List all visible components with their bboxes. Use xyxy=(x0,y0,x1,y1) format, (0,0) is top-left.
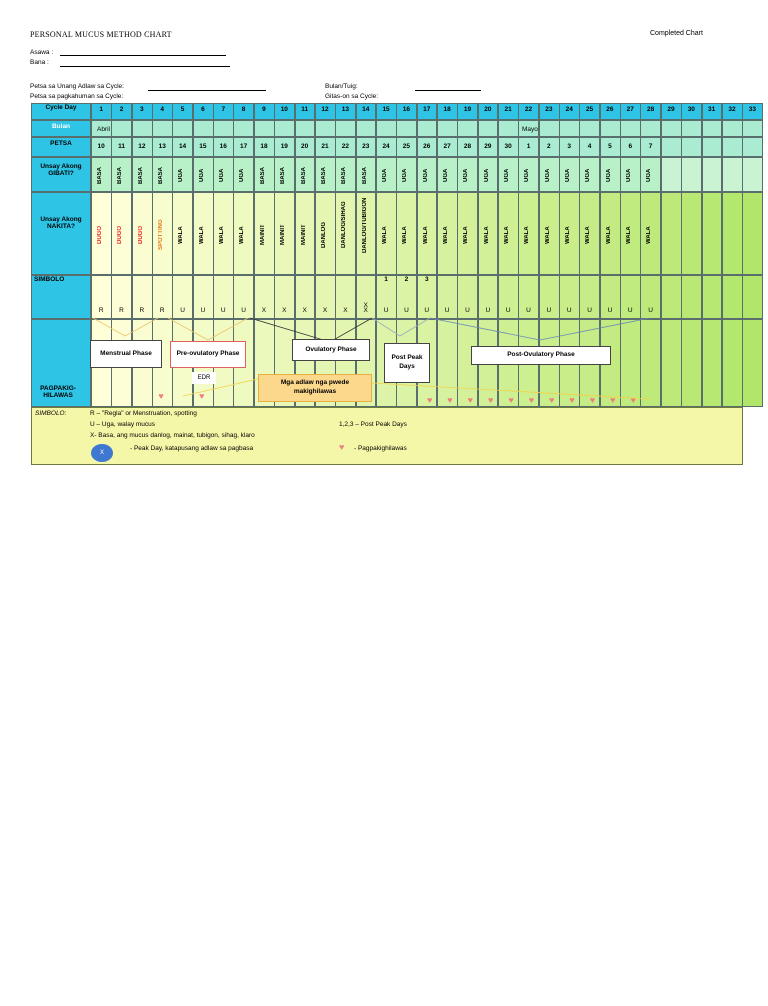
petsa-4: 13 xyxy=(158,143,166,150)
cycle-day-20: 20 xyxy=(484,106,492,113)
nakita-22: WALA xyxy=(524,226,531,244)
cycle-day-17: 17 xyxy=(423,106,431,113)
petsa-27: 6 xyxy=(628,143,633,150)
nakita-25: WALA xyxy=(585,226,592,244)
simbolo-2: R xyxy=(119,307,124,314)
legend-title: SIMBOLO: xyxy=(35,410,67,417)
gibati-4: BASA xyxy=(158,166,165,184)
heart-icon: ♥ xyxy=(630,395,636,405)
petsa-10: 19 xyxy=(280,143,288,150)
petsa-15: 24 xyxy=(382,143,390,150)
heart-icon: ♥ xyxy=(339,442,345,452)
cycle-day-14: 14 xyxy=(362,106,370,113)
cycle-day-18: 18 xyxy=(443,106,451,113)
peak-day-x: X xyxy=(363,302,368,309)
simbolo-14: X xyxy=(363,307,368,314)
gibati-20: UGA xyxy=(483,168,490,182)
nakita-23: WALA xyxy=(544,226,551,244)
cycle-day-27: 27 xyxy=(626,106,634,113)
peak-day-marker-icon: X xyxy=(91,444,113,462)
fertile-days-box: Mga adlaw nga pwede makighilawas xyxy=(258,374,372,402)
nakita-13: DANLOG/SIHAG xyxy=(341,201,348,249)
petsa-9: 18 xyxy=(260,143,268,150)
simbolo-12: X xyxy=(322,307,328,314)
cycle-day-29: 29 xyxy=(667,106,675,113)
heart-icon: ♥ xyxy=(549,395,555,405)
simbolo-9: X xyxy=(261,307,267,314)
gibati-27: UGA xyxy=(626,168,633,182)
petsa-26: 5 xyxy=(608,143,612,150)
cycle-day-8: 8 xyxy=(241,106,246,113)
gibati-1: BASA xyxy=(97,166,103,184)
nakita-16: WALA xyxy=(402,226,409,244)
simbolo-17: U xyxy=(424,307,430,314)
nakita-18: WALA xyxy=(442,226,449,244)
post-peak-number-3: 3 xyxy=(424,276,429,283)
heart-icon: ♥ xyxy=(158,391,164,401)
nakita-5: WALA xyxy=(178,226,185,244)
heart-icon: ♥ xyxy=(199,391,205,401)
row-label-simbolo: SIMBOLO xyxy=(34,276,65,283)
gibati-26: UGA xyxy=(605,168,612,182)
row-label-cycle-day: Cycle Day xyxy=(45,104,77,111)
petsa-8: 17 xyxy=(239,143,248,150)
simbolo-26: U xyxy=(607,307,613,314)
nakita-19: WALA xyxy=(463,226,470,244)
nakita-28: WALA xyxy=(646,226,653,244)
gibati-18: UGA xyxy=(442,168,449,182)
phase-pre-ovulatory: Pre-ovulatory Phase xyxy=(170,341,246,368)
gibati-24: UGA xyxy=(565,168,572,182)
gibati-22: UGA xyxy=(524,168,531,182)
nakita-11: MAINIT xyxy=(300,224,307,246)
cycle-day-2: 2 xyxy=(119,106,124,113)
fertile-line-right xyxy=(372,383,650,399)
phase-post-peak: Post Peak Days xyxy=(384,343,430,383)
nakita-9: MAINIT xyxy=(259,224,266,246)
heart-icon: ♥ xyxy=(467,395,473,405)
petsa-7: 16 xyxy=(219,143,227,150)
cycle-day-16: 16 xyxy=(402,106,411,113)
menstrual-bracket xyxy=(93,318,158,336)
heart-icon: ♥ xyxy=(447,395,453,405)
simbolo-3: R xyxy=(139,307,145,314)
legend-post-peak: 1,2,3 – Post Peak Days xyxy=(339,421,407,428)
heart-icon: ♥ xyxy=(589,395,596,405)
gibati-8: UGA xyxy=(239,168,246,182)
heart-icon: ♥ xyxy=(528,395,535,405)
petsa-14: 23 xyxy=(362,143,370,150)
gibati-16: UGA xyxy=(402,168,409,182)
simbolo-27: U xyxy=(627,307,633,314)
petsa-13: 22 xyxy=(341,143,349,150)
gibati-13: BASA xyxy=(341,166,348,184)
cycle-day-25: 25 xyxy=(585,106,594,113)
cycle-day-26: 26 xyxy=(606,106,614,113)
simbolo-19: U xyxy=(465,307,470,314)
heart-icon: ♥ xyxy=(426,395,433,405)
phase-menstrual: Menstrual Phase xyxy=(90,340,162,368)
heart-icon: ♥ xyxy=(508,395,514,405)
nakita-14: DANLOG/TUBIGON xyxy=(361,197,368,253)
legend-heart: - Pagpakighilawas xyxy=(354,445,407,452)
petsa-pagkahuman-label: Petsa sa pagkahuman sa Cycle: xyxy=(30,93,124,100)
cycle-day-4: 4 xyxy=(160,106,165,113)
simbolo-13: X xyxy=(343,307,348,314)
simbolo-28: U xyxy=(648,307,653,314)
cycle-day-31: 31 xyxy=(708,106,716,113)
nakita-26: WALA xyxy=(605,226,612,244)
nakita-15: WALA xyxy=(381,226,388,244)
petsa-24: 3 xyxy=(567,143,572,150)
simbolo-10: X xyxy=(282,307,287,314)
gibati-9: BASA xyxy=(259,166,266,184)
petsa-22: 1 xyxy=(526,143,531,150)
cycle-day-24: 24 xyxy=(565,106,573,113)
legend-x: X- Basa, ang mucus danlog, mainat, tubigon, sihag, klaro xyxy=(90,432,255,439)
simbolo-5: U xyxy=(180,307,185,314)
nakita-21: WALA xyxy=(504,226,510,244)
petsa-5: 14 xyxy=(178,143,187,150)
cycle-day-3: 3 xyxy=(140,106,144,113)
petsa-25: 4 xyxy=(587,143,592,150)
simbolo-1: R xyxy=(98,307,104,314)
nakita-17: WALA xyxy=(422,226,429,244)
nakita-6: WALA xyxy=(198,226,205,244)
cycle-day-1: 1 xyxy=(99,106,103,113)
nakita-1: DUGO xyxy=(97,226,103,244)
gibati-14: BASA xyxy=(361,166,368,184)
petsa-6: 15 xyxy=(199,143,207,150)
gibati-3: BASA xyxy=(137,166,144,184)
row-label-nakita: Unsay Akong NAKITA? xyxy=(40,216,82,230)
gibati-7: UGA xyxy=(219,168,226,182)
post-peak-number-1: 1 xyxy=(384,276,388,283)
simbolo-21: U xyxy=(505,307,511,314)
bulan-tuig-label: Bulan/Tuig: xyxy=(325,83,358,90)
simbolo-18: U xyxy=(444,307,450,314)
row-label-petsa: PETSA xyxy=(50,140,72,147)
legend-u: U – Uga, walay mucus xyxy=(90,421,156,428)
phase-edr: EDR xyxy=(192,372,216,384)
cycle-day-33: 33 xyxy=(748,106,756,113)
cycle-day-11: 11 xyxy=(301,106,309,113)
gibati-25: UGA xyxy=(585,168,592,182)
gibati-2: BASA xyxy=(117,166,124,184)
phase-post-ovulatory: Post-Ovulatory Phase xyxy=(471,346,611,365)
nakita-8: WALA xyxy=(239,226,246,244)
cycle-day-22: 22 xyxy=(524,106,533,113)
status-label: Completed Chart xyxy=(650,30,703,37)
nakita-10: MAINIT xyxy=(280,224,287,246)
cycle-day-19: 19 xyxy=(463,106,472,113)
petsa-unang-label: Petsa sa Unang Adlaw sa Cycle: xyxy=(30,83,124,90)
cycle-day-10: 10 xyxy=(280,106,288,113)
post-peak-number-2: 2 xyxy=(404,276,409,283)
gitas-label: Gitas-on sa Cycle: xyxy=(325,93,379,100)
gibati-21: UGA xyxy=(504,168,510,182)
chart-title: PERSONAL MUCUS METHOD CHART xyxy=(30,30,172,39)
simbolo-16: U xyxy=(404,307,409,314)
nakita-12: DANLOG xyxy=(320,222,327,248)
gibati-12: BASA xyxy=(320,166,327,184)
cycle-day-30: 30 xyxy=(687,106,695,113)
petsa-11: 20 xyxy=(301,143,309,150)
simbolo-23: U xyxy=(546,307,552,314)
nakita-7: WALA xyxy=(219,226,226,244)
simbolo-24: U xyxy=(566,307,572,314)
simbolo-7: U xyxy=(220,307,226,314)
legend-peak: - Peak Day, katapusang adlaw sa pagbasa xyxy=(130,445,254,452)
petsa-2: 11 xyxy=(118,143,125,150)
nakita-2: DUGO xyxy=(117,226,124,244)
simbolo-15: U xyxy=(383,307,389,314)
nakita-27: WALA xyxy=(626,226,633,244)
cycle-day-9: 9 xyxy=(262,106,266,113)
gibati-11: BASA xyxy=(300,166,307,184)
cycle-day-6: 6 xyxy=(201,106,205,113)
gibati-15: UGA xyxy=(381,168,388,182)
row-label-pagpakighilawas: PAGPAKIG-HILAWAS xyxy=(40,385,76,399)
petsa-19: 28 xyxy=(463,143,472,150)
cycle-day-23: 23 xyxy=(545,106,553,113)
cycle-day-21: 21 xyxy=(504,106,512,113)
simbolo-6: U xyxy=(200,307,206,314)
cycle-day-28: 28 xyxy=(646,106,655,113)
cycle-day-15: 15 xyxy=(382,106,390,113)
petsa-18: 27 xyxy=(443,143,451,150)
heart-icon: ♥ xyxy=(488,395,494,405)
nakita-24: WALA xyxy=(565,226,572,244)
cycle-day-32: 32 xyxy=(728,106,736,113)
petsa-1: 10 xyxy=(97,143,105,150)
postovulatory-bracket xyxy=(430,318,650,340)
petsa-28: 7 xyxy=(648,143,653,150)
cycle-day-7: 7 xyxy=(221,106,226,113)
nakita-3: DUGO xyxy=(137,226,144,244)
gibati-17: UGA xyxy=(422,168,429,182)
petsa-23: 2 xyxy=(547,143,551,150)
gibati-6: UGA xyxy=(198,168,205,182)
bana-label: Bana : xyxy=(30,59,49,66)
preovulatory-bracket xyxy=(168,318,248,340)
simbolo-8: U xyxy=(241,307,246,314)
petsa-20: 29 xyxy=(484,143,492,150)
simbolo-11: X xyxy=(302,307,307,314)
gibati-23: UGA xyxy=(544,168,551,182)
simbolo-4: R xyxy=(159,307,165,314)
cycle-day-5: 5 xyxy=(180,106,185,113)
heart-icon: ♥ xyxy=(610,395,616,405)
postpeak-bracket xyxy=(372,318,430,336)
legend-r: R – "Regla" or Menstruation, spotting xyxy=(90,410,197,417)
cycle-day-12: 12 xyxy=(321,106,329,113)
month-abril: Abril xyxy=(97,126,111,133)
gibati-19: UGA xyxy=(463,168,470,182)
nakita-20: WALA xyxy=(483,226,490,244)
gibati-5: UGA xyxy=(178,168,185,182)
simbolo-25: U xyxy=(587,307,592,314)
petsa-3: 12 xyxy=(138,143,146,150)
row-label-gibati: Unsay Akong GIBATI? xyxy=(40,163,82,177)
asawa-label: Asawa : xyxy=(30,49,54,56)
petsa-12: 21 xyxy=(321,143,329,150)
nakita-4: SPOTTING xyxy=(158,219,165,250)
row-label-bulan: Bulan xyxy=(51,123,71,130)
petsa-17: 26 xyxy=(423,143,431,150)
phase-ovulatory: Ovulatory Phase xyxy=(292,339,370,361)
simbolo-22: U xyxy=(526,307,531,314)
petsa-16: 25 xyxy=(402,143,411,150)
month-mayo: Mayo xyxy=(522,126,538,133)
legend-panel xyxy=(31,407,743,465)
petsa-21: 30 xyxy=(504,143,512,150)
cycle-day-13: 13 xyxy=(341,106,349,113)
simbolo-20: U xyxy=(485,307,491,314)
gibati-28: UGA xyxy=(646,168,653,182)
heart-icon: ♥ xyxy=(569,395,575,405)
gibati-10: BASA xyxy=(280,166,287,184)
